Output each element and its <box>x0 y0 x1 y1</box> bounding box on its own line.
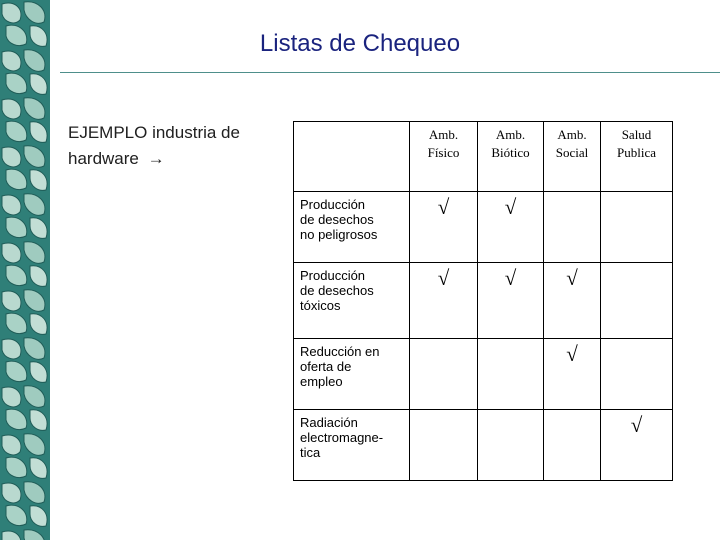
check-cell <box>544 192 601 263</box>
check-cell: √ <box>544 263 601 339</box>
table-row <box>294 410 673 481</box>
row-label-line: de desechos <box>300 212 374 227</box>
row-label-line: tica <box>300 445 321 460</box>
header-label: Amb. <box>428 127 459 142</box>
header-label: Amb. <box>495 127 526 142</box>
check-cell <box>601 339 673 410</box>
check-cell: √ <box>544 339 601 410</box>
leaf-pattern-graphic <box>0 0 50 540</box>
table-row <box>294 339 673 410</box>
header-empty-cell <box>294 122 410 192</box>
subtitle-line-2: hardware <box>68 149 139 168</box>
row-label-line: Producción <box>300 268 366 283</box>
check-cell <box>478 339 544 410</box>
check-cell <box>410 339 478 410</box>
row-label-line: empleo <box>300 374 343 389</box>
subtitle-line-1: EJEMPLO industria de <box>68 123 240 142</box>
header-amb-biotico <box>478 122 544 192</box>
row-label-line: no peligrosos <box>300 227 378 242</box>
slide-title: Listas de Chequeo <box>259 30 461 57</box>
slide-subtitle <box>68 120 288 172</box>
check-cell: √ <box>478 263 544 339</box>
header-label: Amb. <box>557 127 587 142</box>
header-amb-social <box>544 122 601 192</box>
row-label-line: Producción <box>300 197 366 212</box>
table-row <box>294 192 673 263</box>
header-label: Físico <box>427 145 460 160</box>
row-label-line: oferta de <box>300 359 352 374</box>
row-label <box>294 263 410 339</box>
row-label <box>294 410 410 481</box>
check-cell <box>410 410 478 481</box>
header-label: Salud <box>621 127 652 142</box>
checklist-table <box>293 121 673 481</box>
header-label: Social <box>555 145 589 160</box>
check-cell <box>601 263 673 339</box>
check-cell: √ <box>410 263 478 339</box>
header-label: Biótico <box>491 145 530 160</box>
decorative-leaf-border <box>0 0 50 540</box>
check-cell <box>478 410 544 481</box>
header-row <box>294 122 673 192</box>
row-label-line: electromagne- <box>300 430 384 445</box>
row-label-line: de desechos <box>300 283 374 298</box>
header-amb-fisico <box>410 122 478 192</box>
check-cell <box>601 192 673 263</box>
check-cell <box>544 410 601 481</box>
row-label-line: tóxicos <box>300 298 341 313</box>
title-divider <box>60 72 720 73</box>
row-label <box>294 339 410 410</box>
table-row <box>294 263 673 339</box>
check-cell: √ <box>478 192 544 263</box>
check-cell: √ <box>601 410 673 481</box>
check-cell: √ <box>410 192 478 263</box>
row-label-line: Reducción en <box>300 344 380 359</box>
header-label: Publica <box>617 145 656 160</box>
row-label-line: Radiación <box>300 415 358 430</box>
header-salud-publica <box>601 122 673 192</box>
right-arrow-icon: → <box>147 149 165 168</box>
row-label <box>294 192 410 263</box>
